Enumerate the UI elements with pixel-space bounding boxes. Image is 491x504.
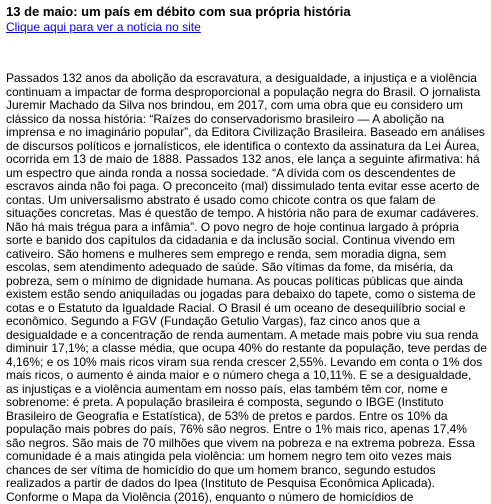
article-title: 13 de maio: um país em débito com sua própria história: [6, 4, 351, 19]
article-body: Passados 132 anos da abolição da escravatura, a desigualdade, a injustiça e a violência continuam a impactar de forma desproporcional a população negra do Brasil. O jornalista Juremir Machado da Silva nos brindou, em 2017, com uma obra que eu considero um clássico da nossa história: “Raízes do conservadorismo brasileiro — A abolição na imprensa e no imaginário popular”, da Editora Civilização Brasileira. Baseado em análises de discursos políticos e jornalísticos, ele identifica o contexto da assinatura da Lei Áurea, ocorrida em 13 de maio de 1888. Passados 132 anos, ele lança a seguinte afirmativa: há um espectro que ainda ronda a nossa sociedade. “A dívida com os descendentes de escravos ainda não foi paga. O preconceito (mal) dissimulado tenta evitar esse acerto de contas. Um universalismo abstrato é usado como chicote contra os que falam de situações concretas. Mas é questão de tempo. A história não para de exumar cadáveres. Não há mais trégua para a infâmia”. O povo negro de hoje continua largado à própria sorte e banido dos capítulos da cidadania e da inclusão social. Continua vivendo em cativeiro. São homens e mulheres sem emprego e renda, sem moradia digna, sem escolas, sem atendimento adequado de saúde. São vítimas da fome, da miséria, da pobreza, sem o mínimo de dignidade humana. As poucas políticas públicas que ainda existem estão sendo aniquiladas ou jogadas para debaixo do tapete, como o sistema de cotas e o Estatuto da Igualdade Racial. O Brasil é um oceano de desequilíbrio social e econômico. Segundo a FGV (Fundação Getulio Vargas), faz cinco anos que a desigualdade e a concentração de renda aumentam. A metade mais pobre viu sua renda diminuir 17,1%; a classe média, que ocupa 40% do restante da população, teve perdas de 4,16%; e os 10% mais ricos viram sua renda crescer 2,55%. Levando em conta o 1% dos mais ricos, o aumento é ainda maior e o número chega a 10,11%. E se a desigualdade, as injustiças e a violência aumentam em nosso país, elas também têm cor, nome e sobrenome: é preta. A população brasileira é composta, segundo o IBGE (Instituto Brasileiro de Geografia e Estatística), de 53% de pretos e pardos. Entre os 10% da população mais pobres do país, 76% são negros. Entre o 1% mais rico, apenas 17,4% são negros. São mais de 70 milhões que vivem na pobreza e na extrema pobreza. Essa comunidade é a mais atingida pela violência: um homem negro tem oito vezes mais chances de ser vítima de homicídio do que um homem branco, segundo estudos realizados a partir de dados do Ipea (Instituto de Pesquisa Econômica Aplicada). Conforme o Mapa da Violência (2016), enquanto o número de homicídios de: [6, 71, 487, 504]
view-on-site-link[interactable]: Clique aqui para ver a notícia no site: [6, 20, 201, 34]
